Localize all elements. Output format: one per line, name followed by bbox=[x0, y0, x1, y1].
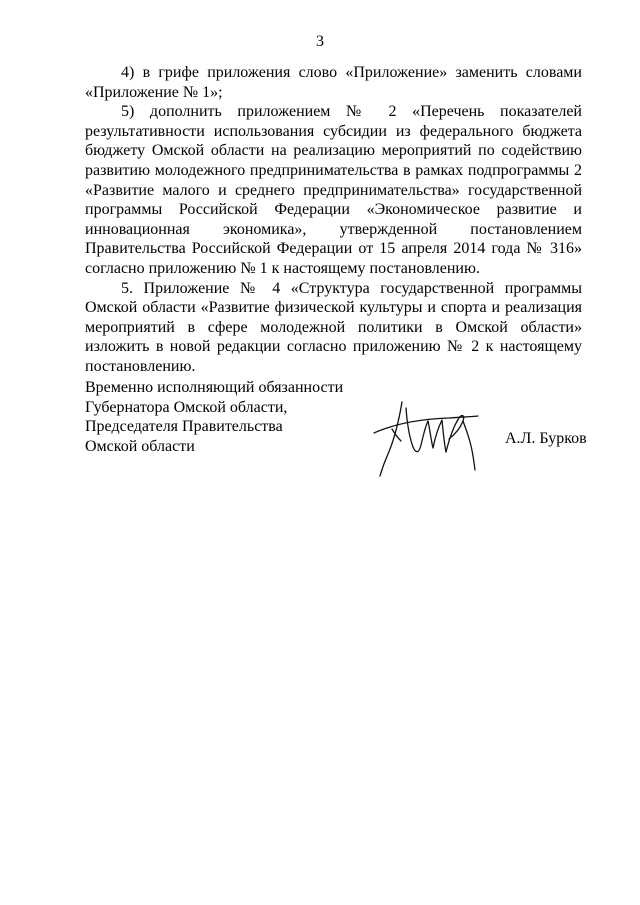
signer-title-line: Губернатора Омской области, bbox=[85, 398, 288, 416]
signer-name: А.Л. Бурков bbox=[505, 430, 587, 447]
page-number: 3 bbox=[316, 33, 324, 50]
signer-title-line: Временно исполняющий обязанности bbox=[85, 379, 344, 396]
paragraph-item-4: 4) в грифе приложения слово «Приложение» заменить словами «Приложение № 1»; bbox=[85, 64, 582, 101]
paragraph-point-5: 5. Приложение № 4 «Структура государственной программы Омской области «Развитие физической культуры и спорта и реализация мероприятий в сфере молодежной политики в Омской области» изложить в новой редакции согласно приложению № 2 к настоящему постановлению. bbox=[85, 279, 582, 375]
handwritten-signature bbox=[370, 396, 485, 478]
document-body bbox=[85, 63, 582, 377]
signer-title-line: Омской области bbox=[85, 437, 195, 455]
signer-title-line: Председателя Правительства bbox=[85, 418, 283, 436]
paragraph-item-5: 5) дополнить приложением № 2 «Перечень показателей результативности использования субсидии из федерального бюджета бюджету Омской области на реализацию мероприятий по содействию развитию молодежного предпринимательства в рамках подпрограммы 2 «Развитие малого и среднего предпринимательства» государственной программы Российской Федерации «Экономическое развитие и инновационная экономика», утвержденной постановлением Правительства Российской Федерации от 15 апреля 2014 года № 316» согласно приложению № 1 к настоящему постановлению. bbox=[85, 103, 582, 277]
signer-title bbox=[85, 378, 343, 456]
signature-block bbox=[85, 378, 605, 478]
